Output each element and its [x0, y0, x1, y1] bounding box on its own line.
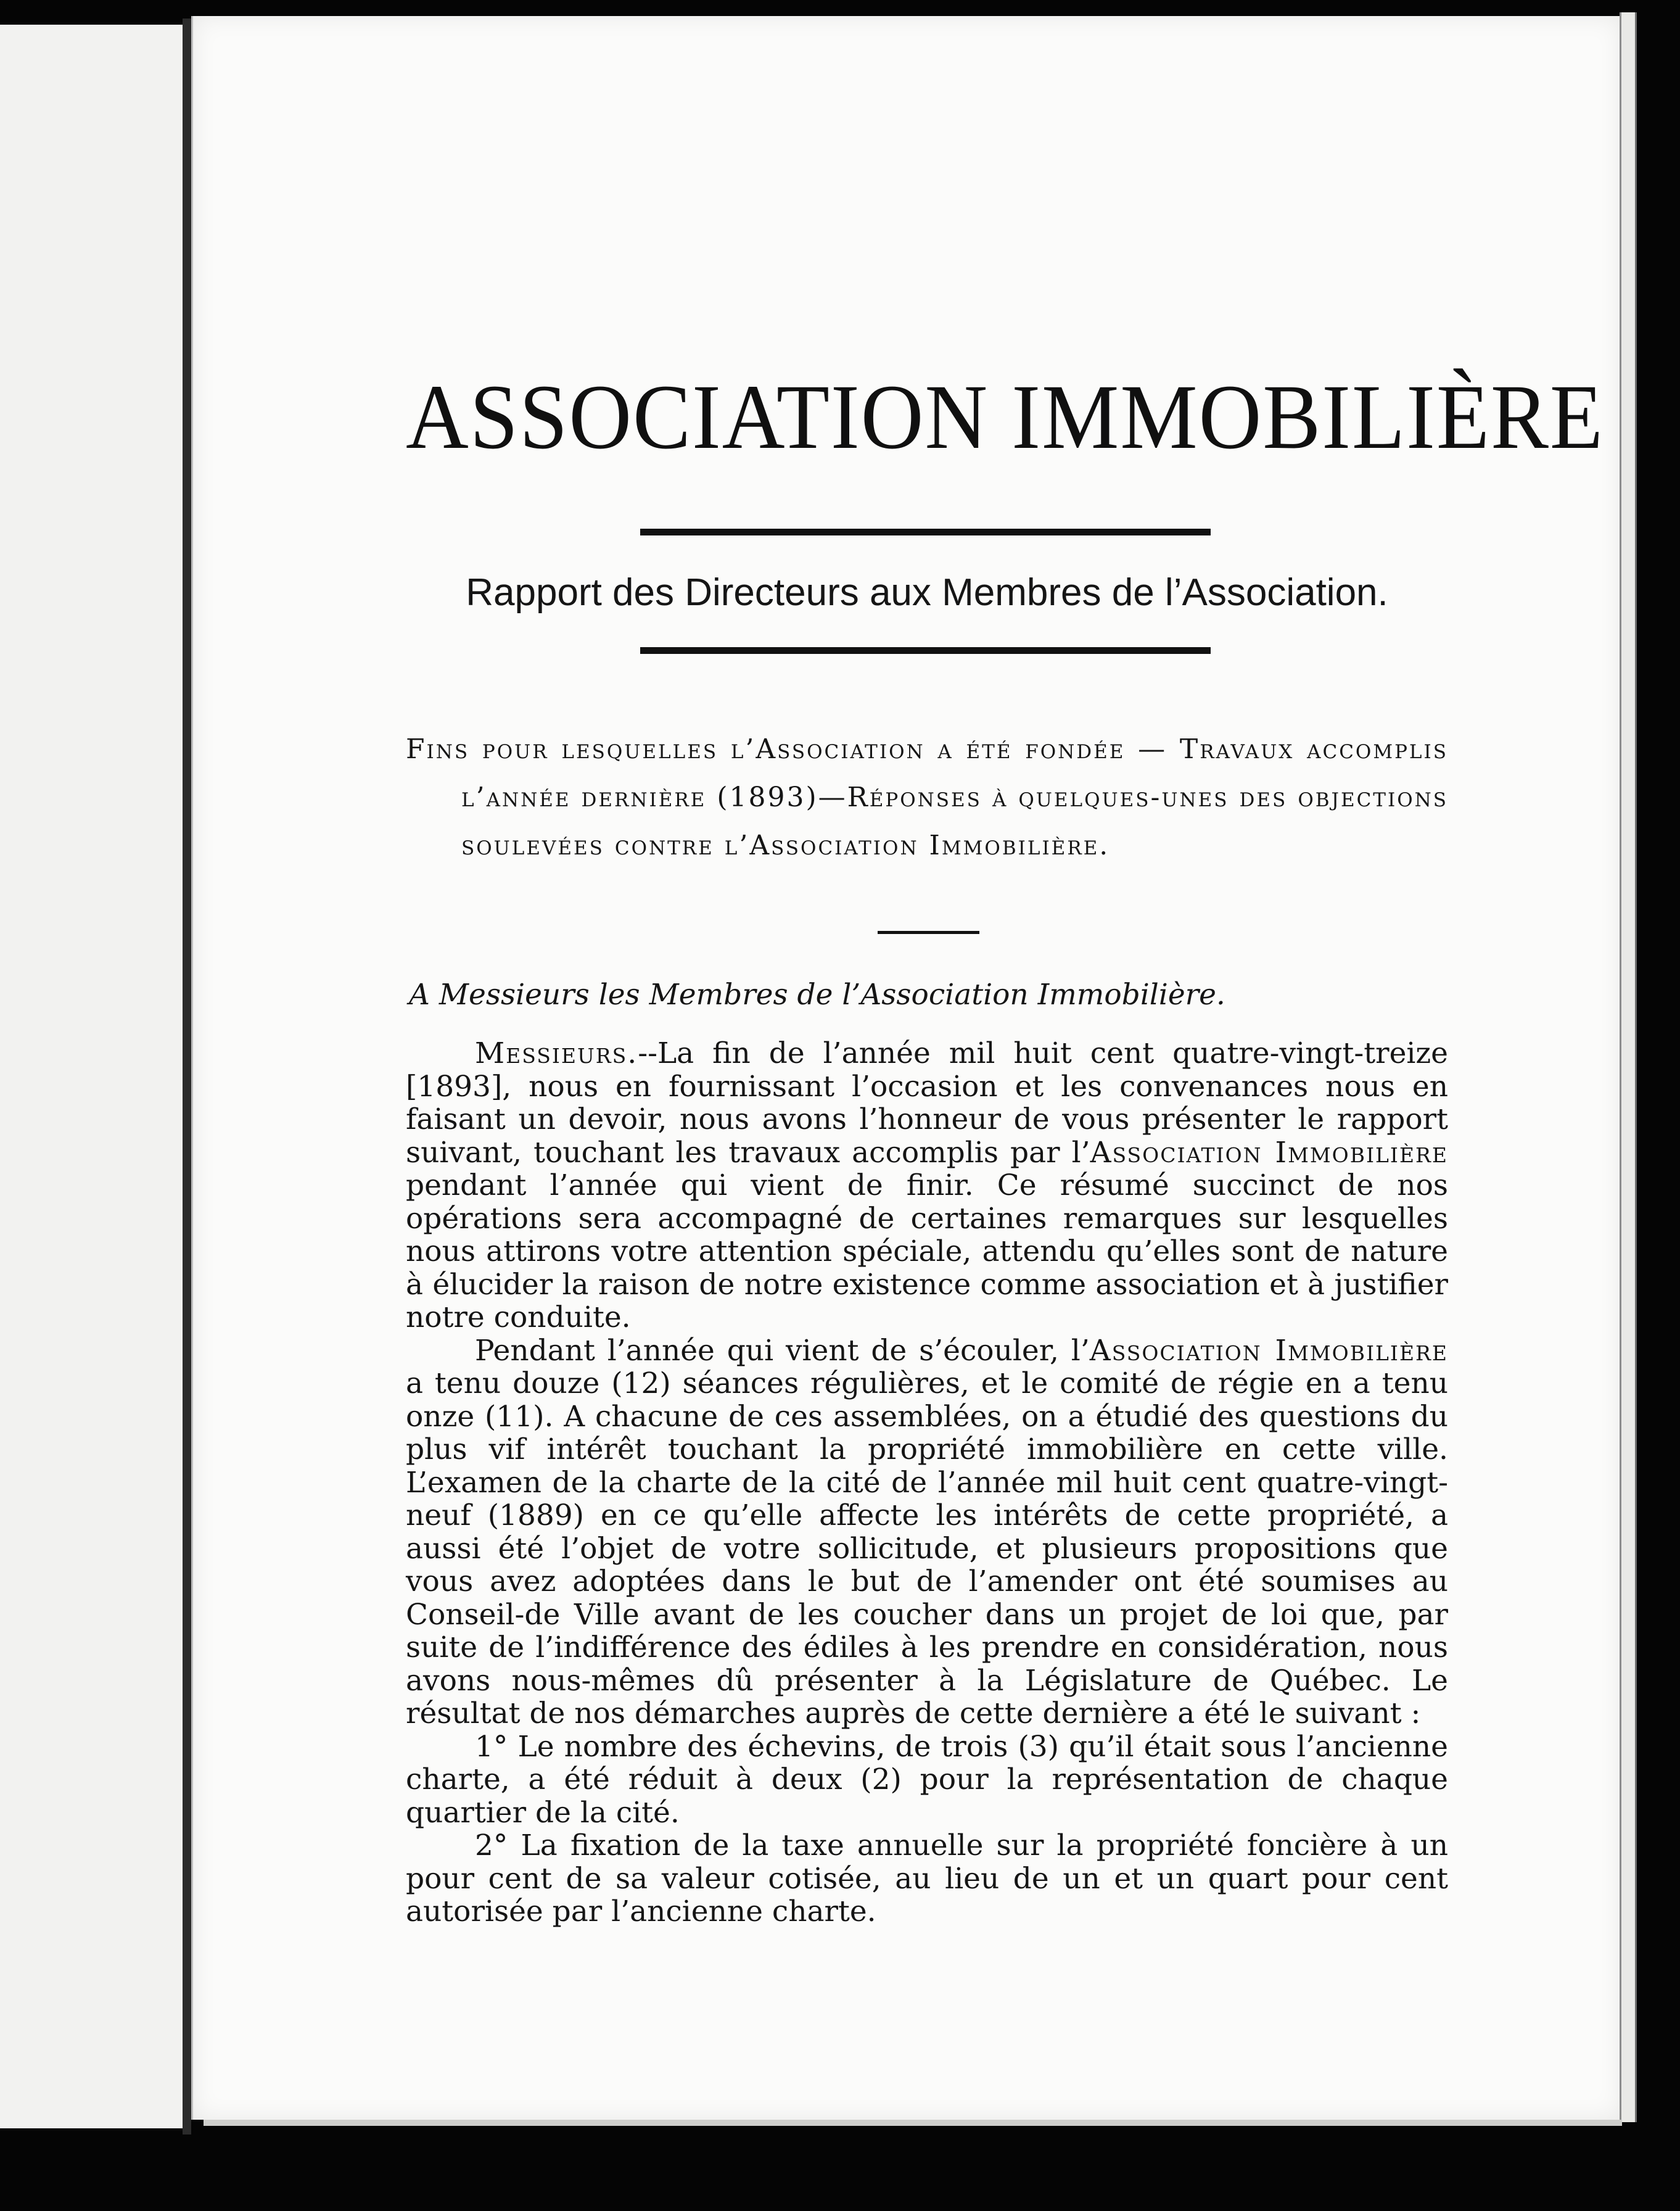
paragraph-1	[406, 1037, 1448, 1334]
left-facing-page	[0, 25, 187, 2128]
page-edge-bottom	[204, 2120, 1622, 2126]
paragraph-2	[406, 1334, 1448, 1730]
chapter-summary: Fins pour lesquelles l’Association a été fondée — Travaux accomplis l’année dernière (1893)—Réponses à quelques-unes des objections soulevées contre l’Association Immobilière.	[406, 734, 1448, 861]
paragraph-4	[406, 1829, 1448, 1928]
body-text	[406, 1037, 1448, 1928]
salutation: A Messieurs les Membres de l’Association Immobilière.	[409, 978, 1225, 1012]
section-divider	[878, 931, 979, 934]
document-page	[191, 16, 1621, 2120]
page-content	[193, 16, 1621, 2120]
paragraph-text: --La fin de l’année mil huit cent quatre-vingt-treize [1893], nous en fournissant l’occasion et les convenances nous en faisant un devoir, nous avons l’honneur de vous présenter le rapport suivant, touchant les travaux accomplis par l’	[406, 1036, 1448, 1170]
paragraph-text: 1° Le nombre des échevins, de trois (3) qu’il était sous l’ancienne charte, a été réduit à deux (2) pour la représentation de chaque quartier de la cité.	[406, 1729, 1448, 1830]
paragraph-text: pendant l’année qui vient de finir. Ce résumé succinct de nos opérations sera accompagné de certaines remarques sur lesquelles nous attirons votre attention spéciale, attendu qu’elles sont de nature à élucider la raison de notre existence comme association et à justifier notre conduite.	[406, 1168, 1448, 1334]
page-title: ASSOCIATION IMMOBILIÈRE	[406, 366, 1604, 468]
paragraph-text: 2° La fixation de la taxe annuelle sur la propriété foncière à un pour cent de sa valeur cotisée, au lieu de un et un quart pour cent autorisée par l’ancienne charte.	[406, 1829, 1448, 1928]
page-edge-right	[1620, 12, 1637, 2122]
title-rule-bottom	[640, 647, 1211, 654]
book-gutter	[183, 19, 191, 2135]
paragraph-3	[406, 1730, 1448, 1830]
page-subtitle: Rapport des Directeurs aux Membres de l’Association.	[466, 571, 1388, 614]
association-name: Association Immobilière	[1089, 1333, 1448, 1368]
title-rule-top	[640, 529, 1211, 535]
association-name: Association Immobilière	[1090, 1135, 1448, 1170]
paragraph-text: Pendant l’année qui vient de s’écouler, l’	[475, 1333, 1090, 1368]
paragraph-lead: Messieurs.	[475, 1036, 638, 1070]
paragraph-text: a tenu douze (12) séances régulières, et le comité de régie en a tenu onze (11). A chacune de ces assemblées, on a étudié des questions du plus vif intérêt touchant la propriété immobilière en cette ville. L’examen de la charte de la cité de l’année mil huit cent quatre-vingt-neuf (1889) en ce qu’elle affecte les intérêts de cette propriété, a aussi été l’objet de votre sollicitude, et plusieurs propositions que vous avez adoptées dans le but de l’amender ont été soumises au Conseil-de Ville avant de les coucher dans un projet de loi que, par suite de l’indifférence des édiles à les prendre en considération, nous avons nous-mêmes dû présenter à la Législature de Québec. Le résultat de nos démarches auprès de cette dernière a été le suivant :	[406, 1366, 1448, 1730]
